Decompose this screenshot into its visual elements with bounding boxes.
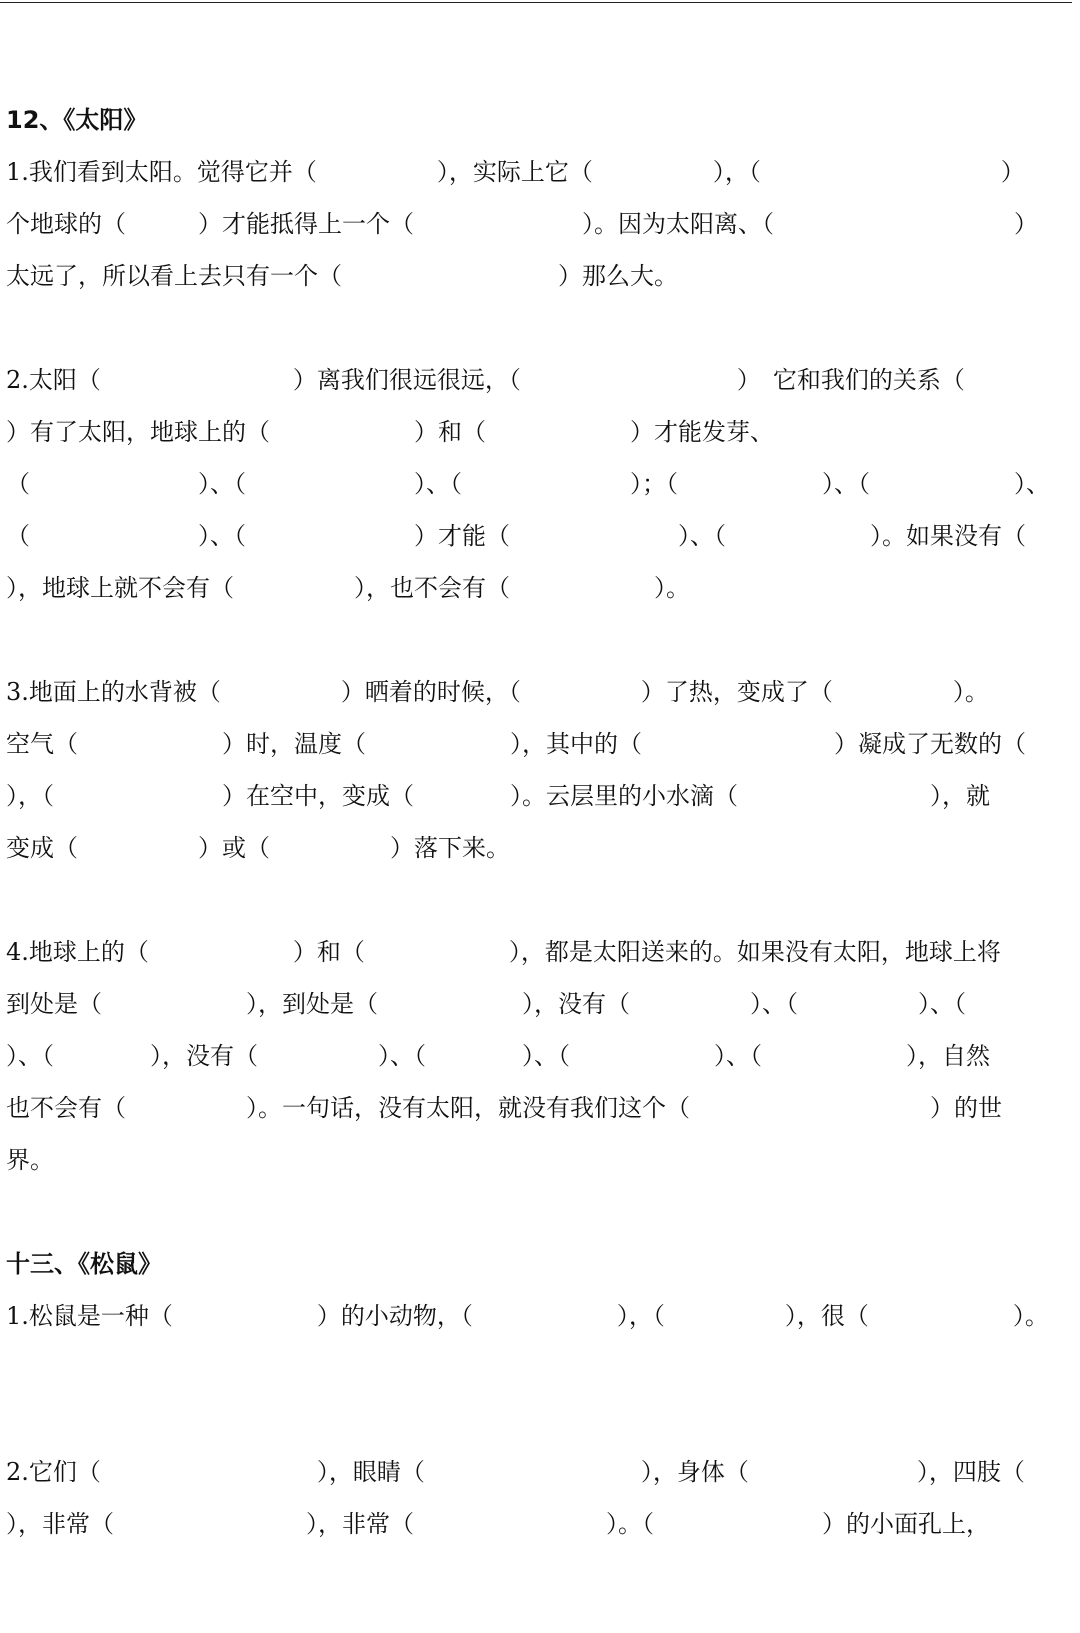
question-1-line-3: 太远了，所以看上去只有一个（ ）那么大。: [6, 262, 678, 290]
question-3-line-1: 3.地面上的水背被（ ）晒着的时候，（ ）了热，变成了（ ）。: [6, 678, 989, 706]
question-3-line-2: 空气（ ）时，温度（ ），其中的（ ）凝成了无数的（: [6, 730, 1026, 758]
question-3-line-3: ），（ ）在空中，变成（ ）。云层里的小水滴（ ），就: [6, 782, 990, 810]
section-heading-squirrel: 十三、《松鼠》: [6, 1250, 162, 1278]
question-2-line-2: ）有了太阳，地球上的（ ）和（ ）才能发芽、: [6, 418, 774, 446]
squirrel-question-2-line-2: ），非常（ ），非常（ ）。（ ）的小面孔上，: [6, 1510, 990, 1538]
question-1-line-1: 1.我们看到太阳。觉得它并（ ），实际上它（ ），（ ）: [6, 158, 1025, 186]
squirrel-question-2-line-1: 2.它们（ ），眼睛（ ），身体（ ），四肢（: [6, 1458, 1025, 1486]
question-4-line-5: 界。: [6, 1146, 54, 1174]
question-2-line-1: 2.太阳（ ）离我们很远很远，（ ） 它和我们的关系（: [6, 366, 965, 394]
question-4-line-2: 到处是（ ），到处是（ ），没有（ ）、（ ）、（: [6, 990, 966, 1018]
question-3-line-4: 变成（ ）或（ ）落下来。: [6, 834, 510, 862]
question-4-line-4: 也不会有（ ）。一句话，没有太阳，就没有我们这个（ ）的世: [6, 1094, 1002, 1122]
question-2-line-5: ），地球上就不会有（ ），也不会有（ ）。: [6, 574, 690, 602]
section-heading-sun: 12、《太阳》: [6, 106, 148, 134]
question-2-line-3: （ ）、（ ）、（ ）；（ ）、（ ）、: [6, 470, 1050, 498]
question-2-line-4: （ ）、（ ）才能（ ）、（ ）。如果没有（: [6, 522, 1026, 550]
question-4-line-1: 4.地球上的（ ）和（ ），都是太阳送来的。如果没有太阳，地球上将: [6, 938, 1001, 966]
question-4-line-3: ）、（ ），没有（ ）、（ ）、（ ）、（ ），自然: [6, 1042, 990, 1070]
question-1-line-2: 个地球的（ ）才能抵得上一个（ ）。因为太阳离、（ ）: [6, 210, 1038, 238]
top-rule: [0, 2, 1072, 3]
squirrel-question-1-line-1: 1.松鼠是一种（ ）的小动物，（ ），（ ），很（ ）。: [6, 1302, 1049, 1330]
